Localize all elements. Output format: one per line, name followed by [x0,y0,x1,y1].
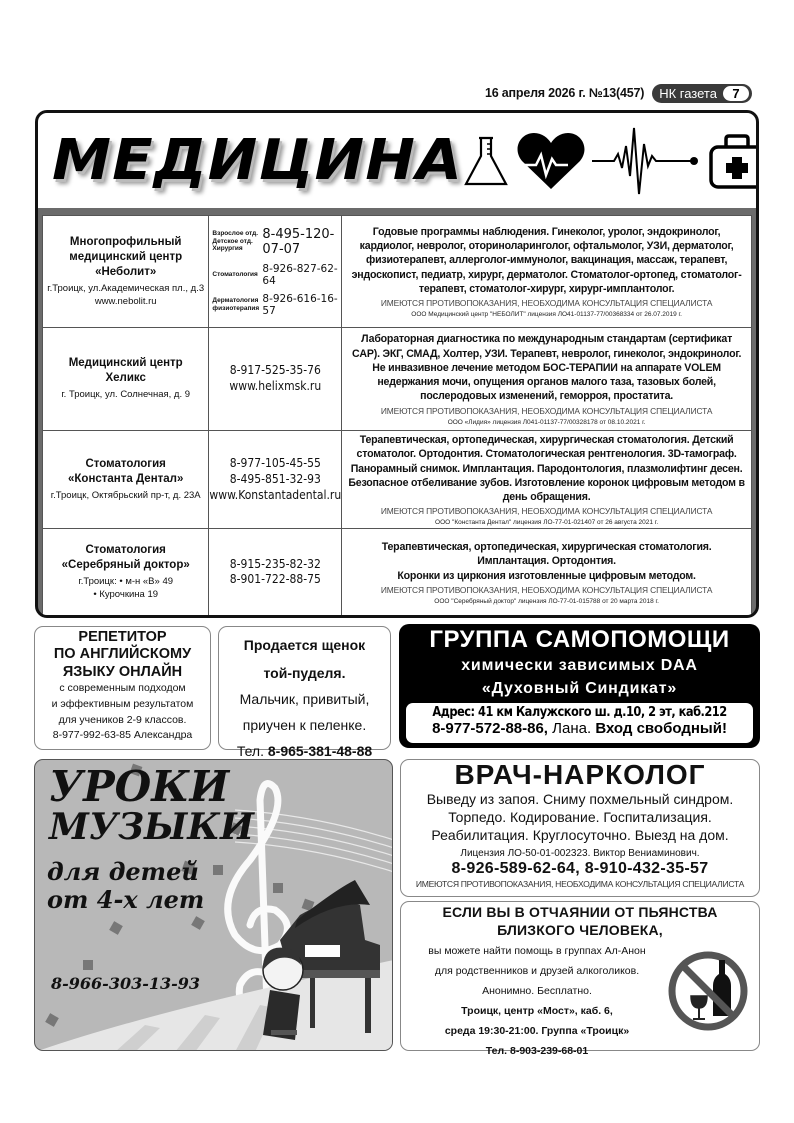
music-subtitle-line2: от 4-х лет [47,885,205,914]
no-alcohol-icon [667,950,749,1032]
clinic-row [43,529,752,616]
clinic-name-cell [43,216,209,328]
puppy-title: Продается щенок той-пуделя. [243,637,366,681]
heart-pulse-icon [516,131,586,191]
issue-date: 16 апреля 2026 г. №13(457) [485,86,645,100]
clinic-description: Терапевтическая, ортопедическая, хирургическая стоматология. Детский стоматолог. Ортодонтия. Стоматологическая рентгенология. 3D-тамограф. Панорамный снимок. Имплантация. Пародонтология, плазмолифтинг десен. Безопасное отбеливание зубов. Изготовление коронок цифровым методом в день обращения. [348,434,745,504]
narcologist-license: Лицензия ЛО-50-01-002323. Виктор Вениаминович. [460,847,700,859]
selfhelp-subtitle: химически зависимых DAA [461,656,698,674]
tutor-title: РЕПЕТИТОР ПО АНГЛИЙСКОМУ ЯЗЫКУ ОНЛАЙН [53,629,192,680]
alanon-title: ЕСЛИ ВЫ В ОТЧАЯНИИ ОТ ПЬЯНСТВА БЛИЗКОГО ЧЕЛОВЕКА, [442,904,718,938]
clinic-phone[interactable]: 8-977-105-45-55 [229,456,321,471]
medicine-banner [38,113,756,208]
medicine-icons [462,126,759,196]
clinic-row [43,328,752,431]
contraindication-note: ИМЕЮТСЯ ПРОТИВОПОКАЗАНИЯ, НЕОБХОДИМА КОНСУЛЬТАЦИЯ СПЕЦИАЛИСТА [380,298,713,309]
department-label: Стоматология [212,270,258,278]
clinic-phone-cell [209,328,342,431]
department-label: Взрослое отд. Детское отд. Хирургия [212,230,259,253]
clinic-row [43,216,752,328]
department-phone[interactable]: 8-926-827-62-64 [262,262,338,287]
puppy-ad [218,626,391,759]
music-title-line2: МУЗЫКИ [49,806,255,848]
clinic-description-cell [342,431,752,529]
department-label: Дерматология физиотерапия [212,297,260,312]
clinic-row [43,431,752,529]
puppy-body: Мальчик, привитый, приучен к пеленке. Тел. 8-965-381-48-88 [219,687,390,765]
ecg-line-icon [592,126,702,196]
clinic-phone[interactable]: 8-901-722-88-75 [229,572,321,587]
first-aid-kit-icon [708,133,759,189]
music-phone[interactable]: 8-966-303-13-93 [51,974,201,993]
selfhelp-contact: Лана. [552,719,592,737]
paper-badge [652,84,752,103]
clinic-license: ООО Медицинский центр "НЕБОЛИТ" лицензия ЛО41-01137-77/00368334 от 26.07.2019 г. [411,311,682,319]
music-lessons-ad [34,759,393,1051]
paper-name: НК газета [659,85,717,101]
clinics-table [42,215,752,616]
clinic-phone-cell [209,431,342,529]
contraindication-note: ИМЕЮТСЯ ПРОТИВОПОКАЗАНИЯ, НЕОБХОДИМА КОНСУЛЬТАЦИЯ СПЕЦИАЛИСТА [380,506,713,517]
clinic-description-cell [342,529,752,616]
page-header [485,82,765,104]
contraindication-note: ИМЕЮТСЯ ПРОТИВОПОКАЗАНИЯ, НЕОБХОДИМА КОНСУЛЬТАЦИЯ СПЕЦИАЛИСТА [415,879,745,890]
alanon-body: вы можете найти помощь в группах Ал-Анон для родственников и друзей алкоголиков. Анонимно. Бесплатно. Троицк, центр «Мост», каб. 6, среда 19:30-21:00. Группа «Троицк» Тел. 8-903-239-68-01 [407,942,667,1062]
clinic-phone[interactable]: 8-915-235-82-32 [229,556,321,571]
clinic-address: г.Троицк, Октябрьский пр-т, д. 23А [50,490,201,502]
alanon-schedule: среда 19:30-21:00. Группа «Троицк» [444,1024,630,1037]
contraindication-note: ИМЕЮТСЯ ПРОТИВОПОКАЗАНИЯ, НЕОБХОДИМА КОНСУЛЬТАЦИЯ СПЕЦИАЛИСТА [380,405,713,416]
selfhelp-entry: Вход свободный! [595,719,727,737]
selfhelp-phone-line [406,720,753,737]
selfhelp-address: Адрес: 41 км Калужского ш. д.10, 2 эт, каб.212 [432,704,727,720]
tutor-ad [34,626,211,750]
department-phone[interactable]: 8-926-616-16-57 [262,292,338,317]
narcologist-services: Выведу из запоя. Сниму похмельный синдром. Торпедо. Кодирование. Госпитализация. Реабилитация. Круглосуточно. Выезд на дом. [426,790,734,843]
medicine-title: МЕДИЦИНА [52,128,464,193]
flask-icon [462,134,510,188]
clinic-license: ООО "Серебряный доктор" лицензия ЛО-77-01-015788 от 20 марта 2018 г. [434,597,659,605]
clinic-name: Многопрофильный медицинский центр «Неболит» [69,235,183,278]
alanon-ad [400,901,760,1057]
clinic-license: ООО "Константа Дентал" лицензия ЛО-77-01-021407 от 26 августа 2021 г. [435,519,659,527]
selfhelp-title: ГРУППА САМОПОМОЩИ [429,626,730,653]
clinic-description-cell [342,328,752,431]
selfhelp-contact-box [406,703,753,743]
selfhelp-phone[interactable]: 8-977-572-88-86, [432,719,548,737]
clinic-website[interactable]: www.helixmsk.ru [229,379,322,393]
alanon-phone[interactable]: Тел. 8-903-239-68-01 [485,1044,589,1057]
clinic-name-cell [43,328,209,431]
contraindication-note: ИМЕЮТСЯ ПРОТИВОПОКАЗАНИЯ, НЕОБХОДИМА КОНСУЛЬТАЦИЯ СПЕЦИАЛИСТА [380,584,713,595]
clinic-phone[interactable]: 8-495-851-32-93 [229,471,321,486]
clinic-phone-cell [209,529,342,616]
narcologist-ad [400,759,760,897]
clinic-website[interactable]: www.nebolit.ru [94,295,157,307]
clinic-description-cell [342,216,752,328]
clinic-description: Терапевтическая, ортопедическая, хирургическая стоматология. Имплантация. Ортодонтия. Коронки из циркония изготовленные цифровым методом. [381,541,712,582]
clinic-name-cell [43,431,209,529]
department-phones [209,227,341,317]
clinic-name: Медицинский центр Хеликс [68,357,183,385]
clinic-phone[interactable]: 8-917-525-35-76 [229,363,321,378]
clinic-address: г.Троицк, ул.Академическая пл., д.3 www.nebolit.ru [43,282,208,309]
selfhelp-name: «Духовный Синдикат» [481,679,678,697]
music-title-line1: УРОКИ [49,762,230,811]
narcologist-title: ВРАЧ-НАРКОЛОГ [454,759,706,790]
clinic-address: г. Троицк, ул. Солнечная, д. 9 [61,389,191,401]
clinic-description: Годовые программы наблюдения. Гинеколог, уролог, эндокринолог, кардиолог, невролог, оториноларинголог, офтальмолог, УЗИ, дерматолог, физиотерапевт, аллерголог-иммунолог, вакцинация, массаж, терапевт, эндоскопист, педиатр, хирург, дерматолог. Стоматолог-ортопед, стоматолог-терапевт, стоматолог-хирург, хирург-имплантолог. [351,225,742,295]
clinic-name: Стоматология «Константа Дентал» [68,458,184,486]
tutor-body: с современным подходом и эффективным результатом для учеников 2-9 классов. 8-977-992-63-85 Александра [35,681,210,744]
clinic-description: Лабораторная диагностика по международным стандартам (сертификат CAP). ЭКГ, СМАД, Холтер, УЗИ. Терапевт, невролог, гинеколог, эндокринолог. Не инвазивное лечение методом БОС-ТЕРАПИИ на аппарате VOLEM недержания мочи, опущения органов малого таза, тазовых болей, послеродовых изменений, геморроя, простатита. [351,333,742,403]
clinic-license: ООО «Лидия» лицензия Л041-01137-77/00328178 от 08.10.2021 г. [447,418,646,426]
music-subtitle-line1: для детей [47,857,199,886]
department-phone[interactable]: 8-495-120-07-07 [262,226,335,257]
puppy-phone-line: Тел. 8-965-381-48-88 [236,742,373,759]
clinic-phone-cell [209,216,342,328]
clinic-name-cell [43,529,209,616]
alanon-location: Троицк, центр «Мост», каб. 6, [461,1004,613,1017]
narcologist-phones[interactable]: 8-926-589-62-64, 8-910-432-35-57 [451,859,709,877]
clinic-website[interactable]: www.Konstantadental.ru [209,487,342,502]
clinic-name: Стоматология «Серебряный доктор» [61,544,190,572]
clinic-address: г.Троицк: • м-н «В» 49 • Курочкина 19 [78,576,174,601]
selfhelp-group-ad [399,624,760,748]
medicine-section [35,110,759,618]
tutor-contact[interactable]: 8-977-992-63-85 Александра [52,729,193,742]
page-number: 7 [723,86,749,101]
puppy-phone[interactable]: 8-965-381-48-88 [267,742,373,759]
